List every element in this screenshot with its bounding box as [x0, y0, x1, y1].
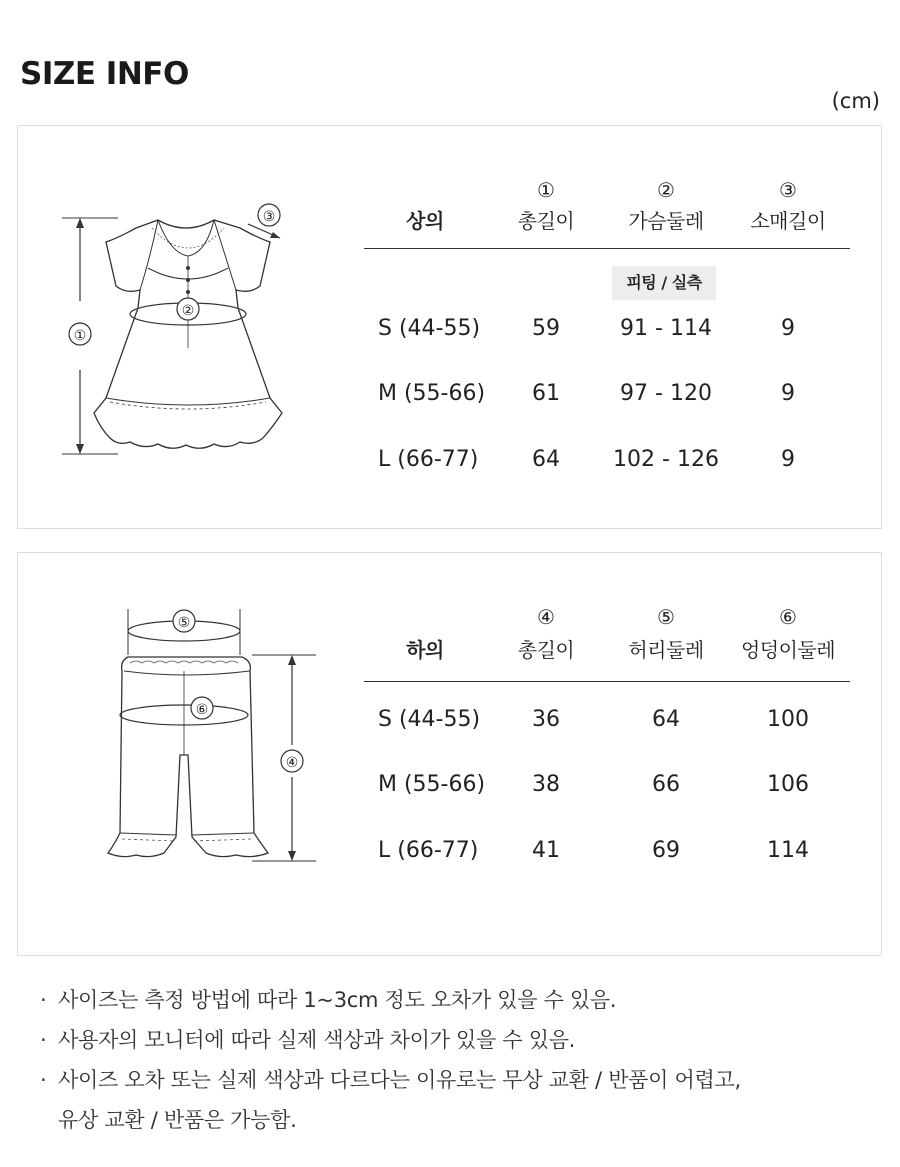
- header-length: 총길이: [517, 209, 575, 233]
- blouse-illustration: [58, 198, 298, 468]
- bullet-dot: ·: [40, 988, 47, 1012]
- top-garment-diagram: [58, 198, 298, 468]
- header-divider: [364, 681, 850, 682]
- size-notes: [40, 980, 880, 1140]
- header-category: 하의: [406, 638, 444, 662]
- header-hip: 엉덩이둘레: [740, 638, 836, 662]
- table-row: S (44-55) 36 64 100: [378, 707, 809, 732]
- marker-waist: ⑤: [177, 615, 191, 631]
- header-chest: 가슴둘레: [628, 209, 704, 233]
- page-title: SIZE INFO: [20, 56, 189, 92]
- note-item: · 사이즈 오차 또는 실제 색상과 다르다는 이유로는 무상 교환 / 반품이 어렵고,: [40, 1060, 880, 1100]
- table-row: S (44-55) 59 91 - 114 9: [378, 316, 795, 341]
- table-row: L (66-77) 64 102 - 126 9: [378, 447, 795, 472]
- table-row: L (66-77) 41 69 114: [378, 838, 809, 863]
- bottom-garment-diagram: [102, 605, 332, 865]
- note-item: · 사용자의 모니터에 따라 실제 색상과 차이가 있을 수 있음.: [40, 1020, 880, 1060]
- header-divider: [364, 248, 850, 249]
- header-category: 상의: [406, 209, 444, 233]
- circled-chest: ②: [657, 178, 675, 202]
- circled-length: ①: [537, 178, 555, 202]
- marker-bottom-length: ④: [285, 755, 299, 771]
- bullet-dot: ·: [40, 1028, 47, 1052]
- marker-sleeve: ③: [262, 209, 276, 225]
- header-waist: 허리둘레: [628, 638, 704, 662]
- unit-label: (cm): [831, 89, 880, 113]
- note-continuation: 유상 교환 / 반품은 가능함.: [58, 1108, 297, 1132]
- circled-bottom-length: ④: [537, 605, 555, 629]
- marker-hip: ⑥: [195, 702, 209, 718]
- marker-length: ①: [73, 328, 87, 344]
- bullet-dot: ·: [40, 1068, 47, 1092]
- top-size-panel: [17, 125, 882, 529]
- circled-hip: ⑥: [779, 605, 797, 629]
- circled-waist: ⑤: [657, 605, 675, 629]
- table-row: M (55-66) 38 66 106: [378, 772, 809, 797]
- shorts-illustration: [102, 605, 332, 865]
- fitting-badge: 피팅 / 실측: [612, 266, 716, 300]
- marker-chest: ②: [181, 303, 195, 319]
- header-length: 총길이: [517, 638, 575, 662]
- circled-sleeve: ③: [779, 178, 797, 202]
- bottom-size-panel: [17, 552, 882, 956]
- table-row: M (55-66) 61 97 - 120 9: [378, 381, 795, 406]
- note-item: · 사이즈는 측정 방법에 따라 1~3cm 정도 오차가 있을 수 있음.: [40, 980, 880, 1020]
- header-sleeve: 소매길이: [750, 209, 826, 233]
